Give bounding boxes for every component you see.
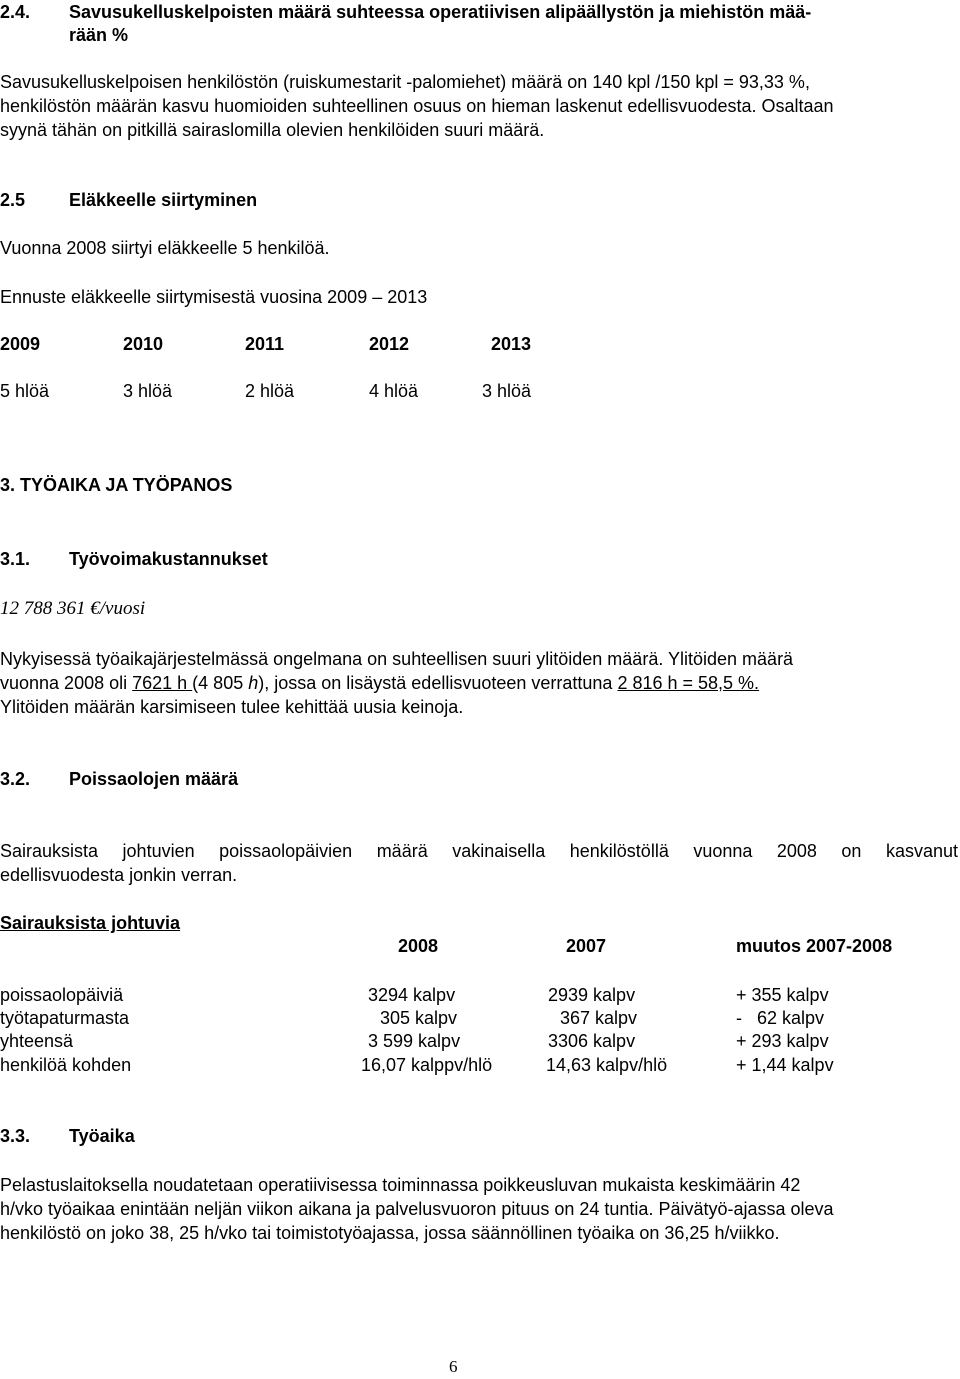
section-2-4-paragraph-line3: syynä tähän on pitkillä sairaslomilla olevien henkilöiden suuri määrä. [0, 120, 545, 140]
forecast-count: 5 hlöä [0, 381, 50, 401]
forecast-year: 2010 [123, 334, 164, 354]
forecast-year: 2012 [369, 334, 410, 354]
section-3-2-paragraph-line2: edellisvuodesta jonkin verran. [0, 865, 238, 885]
section-3-2-paragraph-line1: Sairauksista johtuvien poissaolopäivien määrä vakinaisella henkilöstöllä vuonna 2008 on kasvanut [0, 841, 958, 861]
absence-row-label: poissaolopäiviä [0, 985, 124, 1005]
absence-row-2008: 305 kalpv [380, 1008, 458, 1028]
forecast-count: 2 hlöä [245, 381, 295, 401]
text-run: vuonna 2008 oli [0, 673, 133, 693]
section-2-5-title: Eläkkeelle siirtyminen [69, 190, 258, 210]
section-3-3-number: 3.3. [0, 1126, 31, 1146]
absence-table-header: muutos 2007-2008 [736, 936, 893, 956]
section-3-1-number: 3.1. [0, 549, 31, 569]
underlined-text: 2 816 h = 58,5 %. [617, 673, 760, 693]
underlined-text: 7621 h [132, 673, 193, 693]
forecast-year: 2009 [0, 334, 41, 354]
section-2-4-title-line1: Savusukelluskelpoisten määrä suhteessa operatiivisen alipäällystön ja miehistön mää- [69, 2, 812, 22]
absence-row-2007: 2939 kalpv [548, 985, 636, 1005]
labour-cost-amount: 12 788 361 €/vuosi [0, 598, 146, 619]
section-3-3-paragraph-line3: henkilöstö on joko 38, 25 h/vko tai toimistotyöajassa, jossa säännöllinen työaika on 36,25 h/viikko. [0, 1223, 780, 1243]
section-3-1-paragraph-line3: Ylitöiden määrän karsimiseen tulee kehittää uusia keinoja. [0, 697, 464, 717]
section-3-2-number: 3.2. [0, 769, 31, 789]
absence-row-label: henkilöä kohden [0, 1055, 132, 1075]
page-number: 6 [449, 1357, 458, 1376]
absence-row-label: työtapaturmasta [0, 1008, 130, 1028]
text-run: ), jossa on lisäystä edellisvuoteen verrattuna [258, 673, 618, 693]
section-2-5-number: 2.5 [0, 190, 26, 210]
section-3-1-paragraph-line2 [0, 673, 759, 694]
absence-row-change: + 293 kalpv [736, 1031, 829, 1051]
forecast-year: 2011 [245, 334, 285, 354]
section-2-4-number: 2.4. [0, 2, 31, 22]
forecast-count: 4 hlöä [369, 381, 419, 401]
absence-row-change: - 62 kalpv [736, 1008, 825, 1028]
forecast-year: 2013 [491, 334, 532, 354]
retirement-forecast-text: Ennuste eläkkeelle siirtymisestä vuosina 2009 – 2013 [0, 287, 428, 307]
section-3-2-title: Poissaolojen määrä [69, 769, 239, 789]
absence-row-2007: 3306 kalpv [548, 1031, 636, 1051]
absence-table-header: 2007 [566, 936, 607, 956]
section-3-3-paragraph-line1: Pelastuslaitoksella noudatetaan operatiivisessa toiminnassa poikkeusluvan mukaista keskimäärin 42 [0, 1175, 801, 1195]
italic-text: h [248, 673, 259, 693]
section-2-4-paragraph-line1: Savusukelluskelpoisen henkilöstön (ruiskumestarit -palomiehet) määrä on 140 kpl /150 kpl = 93,33 %, [0, 72, 810, 92]
section-2-4-paragraph-line2: henkilöstön määrän kasvu huomioiden suhteellinen osuus on hieman laskenut edellisvuodesta. Osaltaan [0, 96, 834, 116]
section-3-1-paragraph-line1: Nykyisessä työaikajärjestelmässä ongelmana on suhteellisen suuri ylitöiden määrä. Ylitöiden määrä [0, 649, 794, 669]
absence-table-title: Sairauksista johtuvia [0, 913, 181, 933]
absence-row-label: yhteensä [0, 1031, 74, 1051]
section-3-3-paragraph-line2: h/vko työaikaa enintään neljän viikon aikana ja palvelusvuoron pituus on 24 tuntia. Päivätyö-ajassa oleva [0, 1199, 834, 1219]
section-3-3-title: Työaika [69, 1126, 135, 1146]
absence-row-change: + 1,44 kalpv [736, 1055, 834, 1075]
absence-table-header: 2008 [398, 936, 439, 956]
forecast-count: 3 hlöä [123, 381, 173, 401]
section-3-1-title: Työvoimakustannukset [69, 549, 268, 569]
forecast-count: 3 hlöä [482, 381, 532, 401]
retirement-2008-text: Vuonna 2008 siirtyi eläkkeelle 5 henkilöä. [0, 238, 330, 258]
text-run: (4 805 [192, 673, 249, 693]
absence-row-2007: 14,63 kalpv/hlö [546, 1055, 668, 1075]
absence-row-2008: 16,07 kalppv/hlö [361, 1055, 493, 1075]
section-3-title: 3. TYÖAIKA JA TYÖPANOS [0, 475, 233, 495]
absence-row-2007: 367 kalpv [560, 1008, 638, 1028]
absence-row-2008: 3 599 kalpv [368, 1031, 461, 1051]
section-2-4-title-line2: rään % [69, 25, 129, 45]
absence-row-2008: 3294 kalpv [368, 985, 456, 1005]
absence-row-change: + 355 kalpv [736, 985, 829, 1005]
